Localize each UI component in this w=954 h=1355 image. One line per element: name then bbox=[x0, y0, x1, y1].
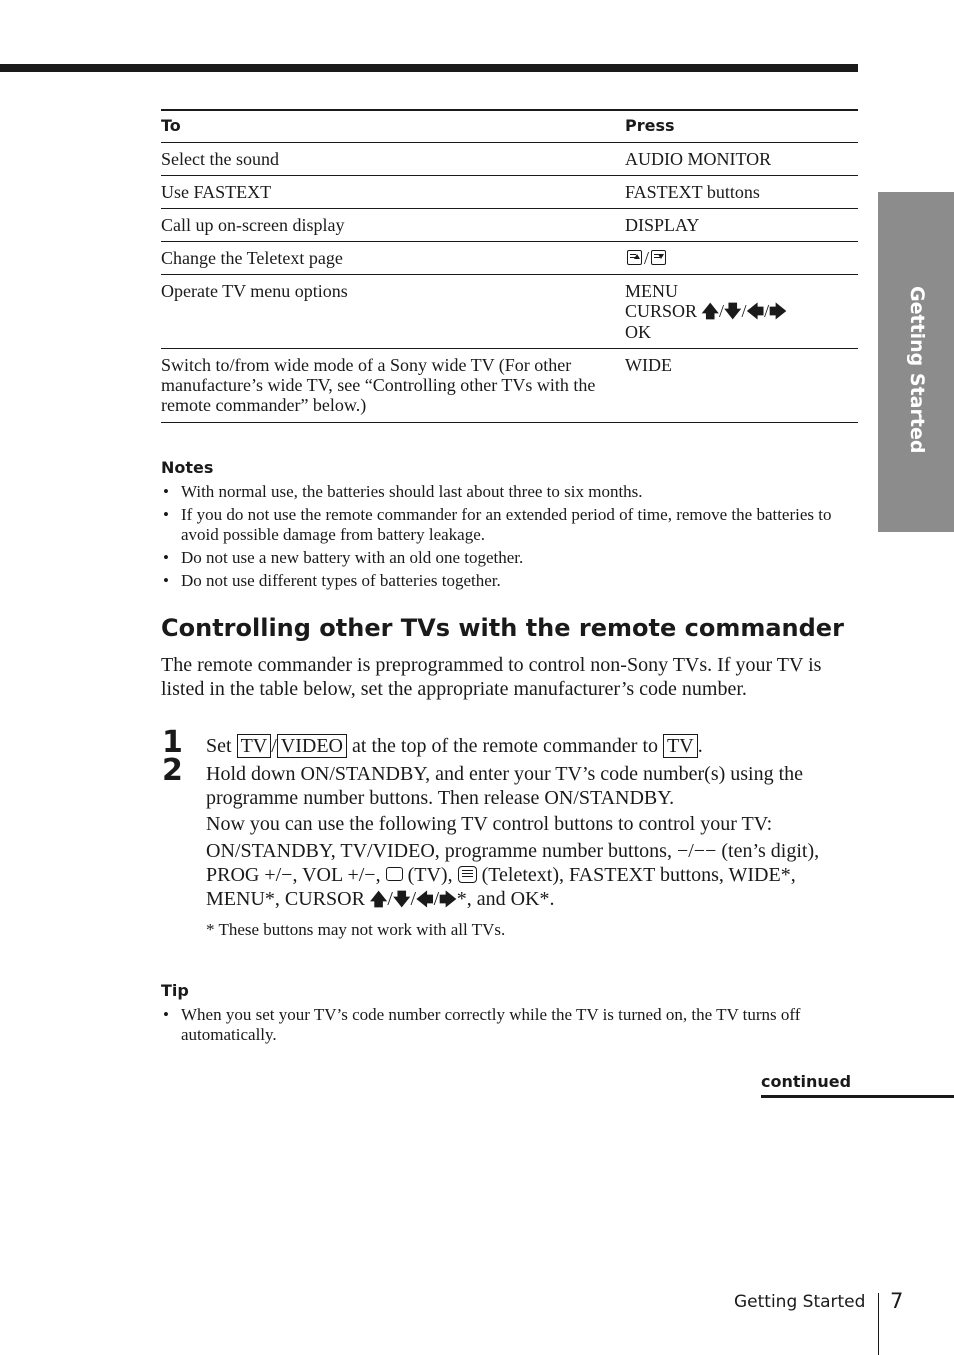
step-number: 2 bbox=[162, 753, 183, 788]
arrow-up-icon: 🡅 bbox=[701, 302, 720, 322]
table-row bbox=[161, 242, 858, 275]
cell-to: Change the Teletext page bbox=[161, 242, 625, 275]
list-item: • Do not use different types of batteries together. bbox=[161, 571, 851, 591]
switch-tv-label: TV bbox=[663, 734, 698, 758]
press-cursor bbox=[625, 301, 858, 322]
arrow-separator: / bbox=[410, 888, 417, 910]
switch-tv-label: TV bbox=[237, 734, 272, 758]
list-item: • If you do not use the remote commander for an extended period of time, remove the batteries to avoid possible damage from battery leakage. bbox=[161, 505, 851, 545]
footnote: * These buttons may not work with all TVs. bbox=[206, 920, 506, 939]
cell-press: WIDE bbox=[625, 349, 858, 423]
step-text bbox=[206, 839, 856, 912]
arrow-separator: / bbox=[764, 301, 770, 321]
teletext-page-up-icon bbox=[627, 250, 642, 265]
list-item: • When you set your TV’s code number correctly while the TV is turned on, the TV turns off automatically. bbox=[161, 1005, 851, 1045]
side-tab bbox=[878, 192, 954, 532]
list-item: • Do not use a new battery with an old one together. bbox=[161, 548, 851, 568]
cell-to: Select the sound bbox=[161, 143, 625, 176]
table-row bbox=[161, 209, 858, 242]
cell-to: Switch to/from wide mode of a Sony wide TV (For other manufacture’s wide TV, see “Controlling other TVs with the remote commander” below.) bbox=[161, 349, 625, 423]
tip-list bbox=[161, 1005, 851, 1048]
section-title: Controlling other TVs with the remote commander bbox=[161, 614, 844, 642]
arrow-up-icon: 🡅 bbox=[369, 890, 388, 910]
step-text: Hold down ON/STANDBY, and enter your TV’s code number(s) using the programme number buttons. Then release ON/STANDBY. bbox=[206, 763, 804, 809]
arrow-right-icon: 🡆 bbox=[439, 890, 457, 910]
table-row bbox=[161, 143, 858, 176]
section-intro: The remote commander is preprogrammed to control non-Sony TVs. If your TV is listed in the table below, set the appropriate manufacturer’s code number. bbox=[161, 654, 822, 700]
arrow-separator: / bbox=[433, 888, 440, 910]
cell-to: Use FASTEXT bbox=[161, 176, 625, 209]
tip-heading: Tip bbox=[161, 981, 189, 1000]
cell-press: DISPLAY bbox=[625, 209, 858, 242]
step-text: Now you can use the following TV control buttons to control your TV: bbox=[206, 813, 773, 835]
step-2-buttons-d: *, and OK*. bbox=[456, 888, 555, 910]
arrow-down-icon: 🡇 bbox=[392, 890, 411, 910]
step-text bbox=[206, 734, 856, 758]
step-2-buttons-b: (TV), bbox=[407, 864, 453, 886]
table-row bbox=[161, 349, 858, 423]
step-1-mid: at the top of the remote commander to bbox=[352, 735, 659, 757]
step-1-post: . bbox=[697, 735, 703, 757]
arrow-left-icon: 🡄 bbox=[746, 302, 765, 322]
notes-heading: Notes bbox=[161, 458, 214, 477]
footer-section-name: Getting Started bbox=[734, 1292, 866, 1312]
list-item: • With normal use, the batteries should last about three to six months. bbox=[161, 482, 851, 502]
press-menu: MENU bbox=[625, 281, 678, 301]
notes-list bbox=[161, 482, 851, 594]
top-rule bbox=[0, 64, 858, 72]
arrow-down-icon: 🡇 bbox=[724, 302, 742, 322]
teletext-page-down-icon bbox=[651, 250, 666, 265]
cell-to: Call up on-screen display bbox=[161, 209, 625, 242]
icon-separator: / bbox=[644, 248, 650, 268]
footer-divider bbox=[878, 1293, 879, 1355]
step-2-buttons-c: (Teletext), FASTEXT buttons, WIDE*, MENU*, CURSOR bbox=[206, 864, 796, 910]
switch-video-label: VIDEO bbox=[277, 734, 347, 758]
header-press: Press bbox=[625, 110, 858, 143]
arrow-right-icon: 🡆 bbox=[769, 302, 787, 322]
cursor-label: CURSOR bbox=[625, 301, 698, 321]
button-function-table bbox=[161, 109, 858, 423]
table-row bbox=[161, 275, 858, 349]
arrow-separator: / bbox=[719, 301, 725, 321]
continued-label: continued bbox=[761, 1072, 954, 1098]
cell-press: FASTEXT buttons bbox=[625, 176, 858, 209]
header-to: To bbox=[161, 110, 625, 143]
step-number: 1 bbox=[162, 725, 183, 760]
page-number: 7 bbox=[890, 1289, 904, 1313]
side-tab-label: Getting Started bbox=[906, 286, 928, 454]
arrow-left-icon: 🡄 bbox=[416, 890, 434, 910]
step-2-buttons-a: ON/STANDBY, TV/VIDEO, programme number buttons, −/−− (ten’s digit), PROG +/−, VOL +/−, bbox=[206, 840, 820, 886]
table-row bbox=[161, 176, 858, 209]
table-header-row bbox=[161, 110, 858, 143]
arrow-separator: / bbox=[387, 888, 393, 910]
press-ok: OK bbox=[625, 322, 651, 342]
tv-icon bbox=[386, 867, 403, 881]
teletext-icon bbox=[458, 866, 477, 883]
step-1-pre: Set bbox=[206, 735, 232, 757]
cell-press: AUDIO MONITOR bbox=[625, 143, 858, 176]
cell-to: Operate TV menu options bbox=[161, 275, 625, 349]
arrow-separator: / bbox=[741, 301, 747, 321]
cell-press bbox=[625, 242, 858, 275]
cell-press bbox=[625, 275, 858, 349]
switch-separator: / bbox=[271, 735, 277, 757]
